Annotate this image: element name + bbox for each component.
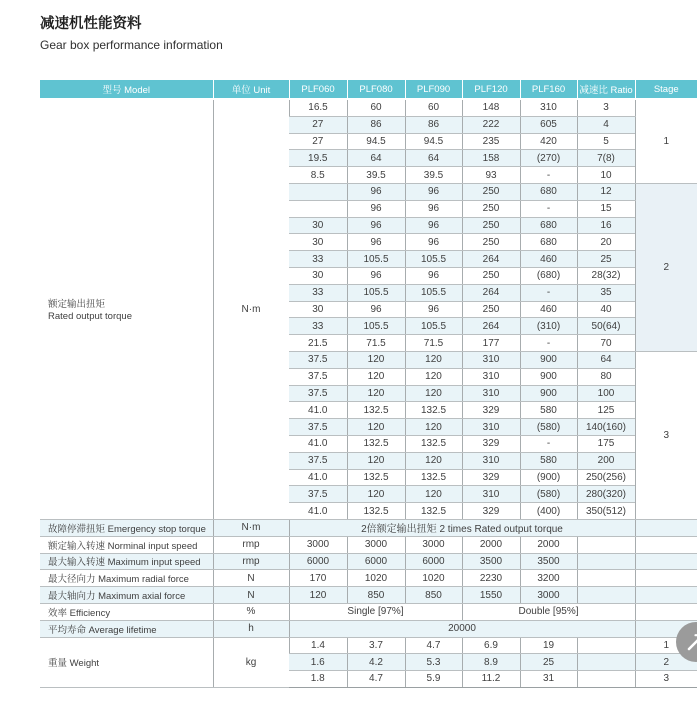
column-header-3: PLF080 [347, 80, 405, 99]
value-cell: 850 [405, 587, 462, 604]
page-subtitle: Gear box performance information [40, 38, 223, 52]
ratio-cell: 35 [577, 284, 635, 301]
unit-cell: rmp [213, 536, 289, 553]
value-cell: (680) [520, 267, 577, 284]
value-cell: 120 [347, 452, 405, 469]
value-cell: 4.7 [405, 637, 462, 654]
unit-cell: N [213, 587, 289, 604]
ratio-cell: 5 [577, 133, 635, 150]
table-header-row [40, 80, 697, 99]
ratio-cell [577, 637, 635, 654]
value-cell: 250 [462, 301, 520, 318]
value-cell: - [520, 200, 577, 217]
value-cell: 310 [462, 486, 520, 503]
value-cell: 310 [462, 452, 520, 469]
value-cell: 6000 [347, 553, 405, 570]
value-cell: 120 [347, 486, 405, 503]
value-cell: 64 [347, 150, 405, 167]
value-cell: 4.7 [347, 671, 405, 688]
value-cell: 310 [462, 368, 520, 385]
value-cell: 460 [520, 251, 577, 268]
ratio-cell: 175 [577, 435, 635, 452]
ratio-cell: 4 [577, 116, 635, 133]
efficiency-double-value: Double [95%] [462, 603, 635, 620]
rated-output-torque-label: 额定输出扭矩 Rated output torque [40, 99, 213, 519]
value-cell: 37.5 [289, 368, 347, 385]
value-cell: 96 [405, 234, 462, 251]
value-cell: 120 [347, 368, 405, 385]
value-cell: 680 [520, 183, 577, 200]
value-cell: 33 [289, 251, 347, 268]
ratio-cell: 10 [577, 167, 635, 184]
value-cell: 27 [289, 133, 347, 150]
value-cell: 86 [405, 116, 462, 133]
value-cell: 105.5 [405, 318, 462, 335]
ratio-cell: 250(256) [577, 469, 635, 486]
value-cell: 96 [405, 200, 462, 217]
value-cell: 6000 [289, 553, 347, 570]
value-cell: 96 [405, 267, 462, 284]
value-cell: 148 [462, 99, 520, 116]
performance-table [40, 80, 697, 688]
value-cell: 105.5 [405, 251, 462, 268]
value-cell: 37.5 [289, 351, 347, 368]
value-cell: 2000 [520, 536, 577, 553]
value-cell: 680 [520, 217, 577, 234]
value-cell: 41.0 [289, 503, 347, 520]
stage-cell [635, 536, 697, 553]
value-cell: 8.5 [289, 167, 347, 184]
value-cell: 39.5 [405, 167, 462, 184]
value-cell: 41.0 [289, 469, 347, 486]
value-cell: 900 [520, 385, 577, 402]
value-cell: 1.4 [289, 637, 347, 654]
column-header-0: 型号 Model [40, 80, 213, 99]
value-cell: 120 [289, 587, 347, 604]
arrow-up-right-icon [676, 622, 697, 662]
value-cell: (900) [520, 469, 577, 486]
value-cell: 96 [405, 301, 462, 318]
value-cell: 250 [462, 267, 520, 284]
spec-label: 最大输入转速 Maximum input speed [40, 553, 213, 570]
unit-cell: rmp [213, 553, 289, 570]
value-cell: 3500 [520, 553, 577, 570]
value-cell: 37.5 [289, 385, 347, 402]
value-cell: 96 [347, 234, 405, 251]
ratio-cell: 200 [577, 452, 635, 469]
value-cell: 1.6 [289, 654, 347, 671]
spec-label: 平均寿命 Average lifetime [40, 620, 213, 637]
table-row [40, 620, 697, 637]
ratio-cell [577, 654, 635, 671]
value-cell: (580) [520, 486, 577, 503]
value-cell: 1.8 [289, 671, 347, 688]
unit-cell: N [213, 570, 289, 587]
stage-cell [635, 587, 697, 604]
value-cell: 71.5 [347, 335, 405, 352]
column-header-4: PLF090 [405, 80, 462, 99]
ratio-cell [577, 671, 635, 688]
column-header-1: 单位 Unit [213, 80, 289, 99]
table-row [40, 536, 697, 553]
value-cell: 96 [405, 217, 462, 234]
value-cell: 60 [347, 99, 405, 116]
value-cell: 310 [462, 351, 520, 368]
stage-cell: 1 [635, 637, 697, 654]
value-cell: 3000 [405, 536, 462, 553]
value-cell: 37.5 [289, 419, 347, 436]
spec-label: 故障停滞扭矩 Emergency stop torque [40, 519, 213, 536]
value-cell: 37.5 [289, 452, 347, 469]
value-cell: 3200 [520, 570, 577, 587]
value-cell: 33 [289, 318, 347, 335]
value-cell: 3500 [462, 553, 520, 570]
value-cell: 41.0 [289, 402, 347, 419]
value-cell: 120 [405, 486, 462, 503]
value-cell: 120 [405, 419, 462, 436]
ratio-cell [577, 570, 635, 587]
unit-cell: kg [213, 637, 289, 687]
value-cell: 120 [405, 385, 462, 402]
ratio-cell: 140(160) [577, 419, 635, 436]
unit-cell: % [213, 603, 289, 620]
value-cell: 132.5 [405, 469, 462, 486]
stage-cell: 2 [635, 183, 697, 351]
value-cell: 170 [289, 570, 347, 587]
table-row [40, 603, 697, 620]
ratio-cell: 28(32) [577, 267, 635, 284]
value-cell: 39.5 [347, 167, 405, 184]
value-cell: 25 [520, 654, 577, 671]
table-row [40, 519, 697, 536]
value-cell: 329 [462, 435, 520, 452]
spec-span-value: 2倍额定输出扭矩 2 times Rated output torque [289, 519, 635, 536]
value-cell: 329 [462, 469, 520, 486]
value-cell: (310) [520, 318, 577, 335]
value-cell: 120 [405, 452, 462, 469]
value-cell: 222 [462, 116, 520, 133]
ratio-cell: 350(512) [577, 503, 635, 520]
value-cell: 605 [520, 116, 577, 133]
value-cell: 96 [347, 301, 405, 318]
value-cell: 19.5 [289, 150, 347, 167]
table-row [40, 99, 697, 116]
value-cell: 71.5 [405, 335, 462, 352]
value-cell: 310 [520, 99, 577, 116]
value-cell: 132.5 [405, 435, 462, 452]
value-cell: 41.0 [289, 435, 347, 452]
stage-cell [635, 519, 697, 536]
value-cell: 3000 [347, 536, 405, 553]
value-cell [289, 200, 347, 217]
ratio-cell: 280(320) [577, 486, 635, 503]
value-cell: 11.2 [462, 671, 520, 688]
ratio-cell: 125 [577, 402, 635, 419]
table-row [40, 570, 697, 587]
ratio-cell: 25 [577, 251, 635, 268]
value-cell: 96 [347, 200, 405, 217]
value-cell: (270) [520, 150, 577, 167]
value-cell: 105.5 [347, 284, 405, 301]
value-cell: 21.5 [289, 335, 347, 352]
value-cell: 96 [347, 217, 405, 234]
value-cell: 93 [462, 167, 520, 184]
value-cell: 4.2 [347, 654, 405, 671]
value-cell: 19 [520, 637, 577, 654]
value-cell: 6.9 [462, 637, 520, 654]
value-cell: 310 [462, 419, 520, 436]
stage-cell [635, 570, 697, 587]
ratio-cell: 15 [577, 200, 635, 217]
value-cell: 94.5 [405, 133, 462, 150]
value-cell: - [520, 167, 577, 184]
value-cell: 30 [289, 267, 347, 284]
value-cell: 37.5 [289, 486, 347, 503]
column-header-8: Stage [635, 80, 697, 99]
value-cell: 132.5 [405, 402, 462, 419]
value-cell: 96 [347, 267, 405, 284]
value-cell: - [520, 284, 577, 301]
ratio-cell: 50(64) [577, 318, 635, 335]
ratio-cell: 64 [577, 351, 635, 368]
ratio-cell [577, 536, 635, 553]
spec-label: 效率 Efficiency [40, 603, 213, 620]
value-cell: 5.3 [405, 654, 462, 671]
value-cell: 120 [347, 351, 405, 368]
value-cell: 3.7 [347, 637, 405, 654]
unit-cell: N·m [213, 519, 289, 536]
unit-cell: N·m [213, 99, 289, 519]
value-cell: 132.5 [347, 469, 405, 486]
table-row [40, 587, 697, 604]
stage-cell: 3 [635, 351, 697, 519]
column-header-5: PLF120 [462, 80, 520, 99]
value-cell: 235 [462, 133, 520, 150]
value-cell: 94.5 [347, 133, 405, 150]
value-cell: 329 [462, 503, 520, 520]
spec-label: 最大径向力 Maximum radial force [40, 570, 213, 587]
value-cell: 6000 [405, 553, 462, 570]
value-cell: - [520, 435, 577, 452]
value-cell [289, 183, 347, 200]
column-header-6: PLF160 [520, 80, 577, 99]
value-cell: 105.5 [405, 284, 462, 301]
stage-cell: 3 [635, 671, 697, 688]
value-cell: 132.5 [347, 402, 405, 419]
scroll-top-button[interactable] [676, 622, 697, 662]
value-cell: 900 [520, 351, 577, 368]
ratio-cell: 12 [577, 183, 635, 200]
ratio-cell: 7(8) [577, 150, 635, 167]
value-cell: 420 [520, 133, 577, 150]
value-cell: 120 [347, 385, 405, 402]
value-cell: 158 [462, 150, 520, 167]
value-cell: 5.9 [405, 671, 462, 688]
value-cell: 30 [289, 234, 347, 251]
ratio-cell: 3 [577, 99, 635, 116]
value-cell: 132.5 [347, 503, 405, 520]
value-cell: 580 [520, 402, 577, 419]
page-title: 减速机性能资料 [40, 16, 142, 32]
unit-cell: h [213, 620, 289, 637]
value-cell: 264 [462, 284, 520, 301]
value-cell: 27 [289, 116, 347, 133]
value-cell: 850 [347, 587, 405, 604]
ratio-cell [577, 587, 635, 604]
value-cell: 120 [405, 368, 462, 385]
ratio-cell: 40 [577, 301, 635, 318]
value-cell: 1020 [347, 570, 405, 587]
value-cell: 8.9 [462, 654, 520, 671]
value-cell: 310 [462, 385, 520, 402]
ratio-cell: 100 [577, 385, 635, 402]
value-cell: 3000 [520, 587, 577, 604]
efficiency-single-value: Single [97%] [289, 603, 462, 620]
value-cell: 250 [462, 183, 520, 200]
value-cell: 30 [289, 217, 347, 234]
spec-label: 额定输入转速 Norminal input speed [40, 536, 213, 553]
value-cell: 96 [405, 183, 462, 200]
value-cell: 86 [347, 116, 405, 133]
value-cell: 250 [462, 217, 520, 234]
ratio-cell: 16 [577, 217, 635, 234]
stage-cell: 2 [635, 654, 697, 671]
value-cell: 96 [347, 183, 405, 200]
value-cell: 250 [462, 200, 520, 217]
column-header-2: PLF060 [289, 80, 347, 99]
value-cell: 250 [462, 234, 520, 251]
value-cell: 30 [289, 301, 347, 318]
value-cell: 33 [289, 284, 347, 301]
stage-cell: 1 [635, 99, 697, 183]
value-cell: (400) [520, 503, 577, 520]
value-cell: 60 [405, 99, 462, 116]
value-cell: 2230 [462, 570, 520, 587]
weight-label: 重量 Weight [40, 637, 213, 687]
value-cell: 264 [462, 318, 520, 335]
value-cell: 680 [520, 234, 577, 251]
value-cell: 31 [520, 671, 577, 688]
ratio-cell [577, 553, 635, 570]
value-cell: 900 [520, 368, 577, 385]
value-cell: 105.5 [347, 251, 405, 268]
value-cell: 3000 [289, 536, 347, 553]
value-cell: (580) [520, 419, 577, 436]
value-cell: 264 [462, 251, 520, 268]
value-cell: 132.5 [347, 435, 405, 452]
value-cell: 177 [462, 335, 520, 352]
ratio-cell: 20 [577, 234, 635, 251]
table-row [40, 553, 697, 570]
value-cell: 1020 [405, 570, 462, 587]
value-cell: - [520, 335, 577, 352]
value-cell: 460 [520, 301, 577, 318]
value-cell: 120 [405, 351, 462, 368]
ratio-cell: 70 [577, 335, 635, 352]
value-cell: 2000 [462, 536, 520, 553]
value-cell: 580 [520, 452, 577, 469]
spec-span-value: 20000 [289, 620, 635, 637]
stage-cell [635, 553, 697, 570]
value-cell: 1550 [462, 587, 520, 604]
value-cell: 329 [462, 402, 520, 419]
column-header-7: 减速比 Ratio [577, 80, 635, 99]
spec-label: 最大轴向力 Maximum axial force [40, 587, 213, 604]
table-row [40, 637, 697, 654]
value-cell: 120 [347, 419, 405, 436]
value-cell: 105.5 [347, 318, 405, 335]
stage-cell [635, 603, 697, 620]
value-cell: 132.5 [405, 503, 462, 520]
ratio-cell: 80 [577, 368, 635, 385]
value-cell: 16.5 [289, 99, 347, 116]
value-cell: 64 [405, 150, 462, 167]
